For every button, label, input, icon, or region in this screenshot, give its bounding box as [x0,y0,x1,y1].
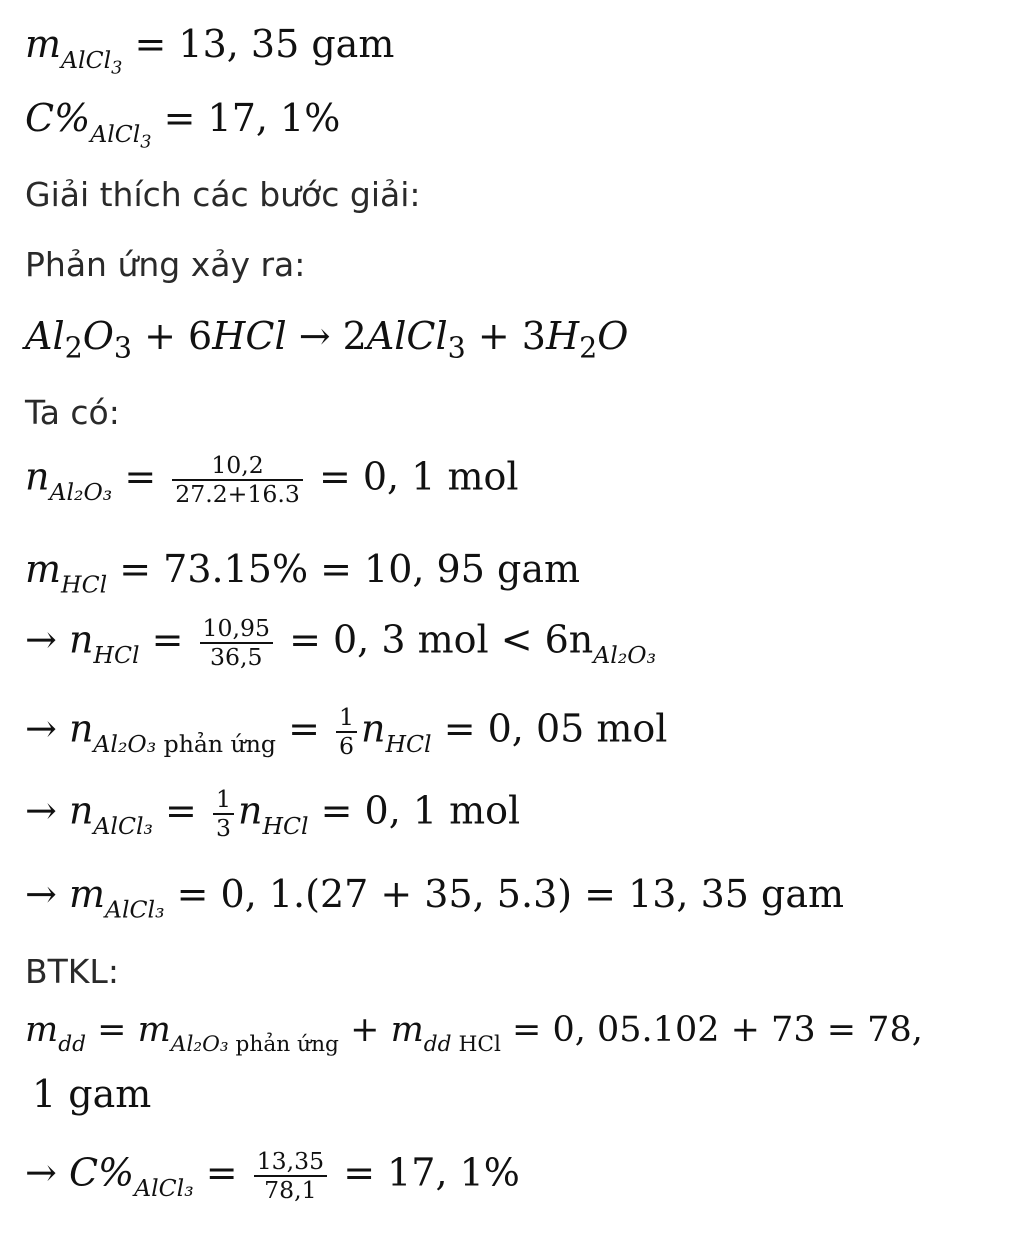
fraction: $\frac{1}{3}$ [213,786,234,842]
step-solution-mass-continued: 1 gam [32,1072,152,1116]
fraction: $\frac{13,35}{78,1}$ [254,1148,327,1204]
step-solution-mass: $m_{dd} = m_{Al_2O_3 phản ứng} + m_{dd HCl} = 0$, 05.102 + 73 = 78, [25,1010,923,1057]
answer-concentration-alcl3: $C\%_{AlCl_3} = 17$, 1% [25,96,341,152]
fraction: $\frac{1}{6}$ [336,704,357,760]
taco-label: Ta có: [25,393,120,432]
reaction-equation: $Al_2O_3 + 6HCl$ → 2AlCl$_3$ + $3H_2O$ [25,314,629,365]
fraction: $\frac{10,95}{36,5}$ [200,615,273,671]
step-concentration-alcl3: → $C\%_{AlCl_3}$ = $\frac{13,35}{78,1}$ = 17, 1% [25,1147,520,1205]
reaction-label: Phản ứng xảy ra: [25,245,306,284]
step-mass-hcl: $m_{HCl} = 73.15\% = 10$, 95 gam [25,547,581,599]
step-moles-al2o3: $n_{Al_2O_3}$ = $\frac{10,2}{27.2+16.3}$ = 0, 1 mol [25,451,519,509]
explanation-heading: Giải thích các bước giải: [25,175,421,214]
fraction: $\frac{10,2}{27.2+16.3}$ [172,452,303,508]
answer-mass-alcl3: $m_{AlCl_3} = 13$, 35 gam [25,22,395,78]
step-moles-hcl: → $n_{HCl}$ = $\frac{10,95}{36,5}$ = 0, 3 mol < $6n_{Al_2O_3}$ [25,614,657,672]
step-moles-al2o3-reacted: → $n_{Al_2O_3 phản ứng}$ = $\frac{1}{6}$ $n_{HCl} = 0$, 05 mol [25,703,668,761]
step-moles-alcl3: → $n_{AlCl_3}$ = $\frac{1}{3}$ $n_{HCl} = 0$, 1 mol [25,785,521,843]
btkl-label: BTKL: [25,952,119,991]
step-mass-alcl3: → $m_{AlCl_3} = 0$, 1.(27 + 35, 5.3) = 13, 35 gam [25,872,845,924]
